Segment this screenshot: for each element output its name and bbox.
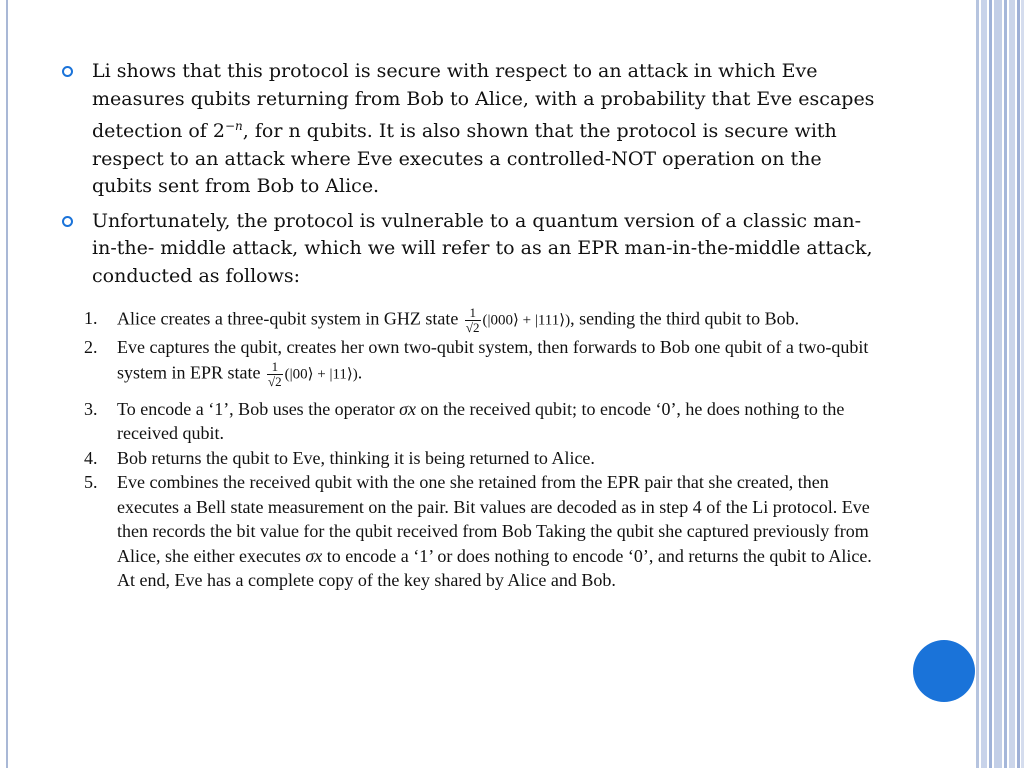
right-border — [1009, 0, 1015, 768]
item-text: . — [357, 362, 363, 383]
item-text: Eve captures the qubit, creates her own two-qubit system, then forwards to Bob one qubit of a two-qubit system in EPR state — [117, 337, 869, 383]
power-base: 2 — [212, 120, 225, 142]
list-item — [84, 446, 884, 471]
item-number: 3. — [84, 398, 98, 419]
item-number: 5. — [84, 472, 98, 492]
right-border — [1017, 0, 1020, 768]
item-text: to encode a ‘1’ or does nothing to encode ‘0’, and returns the qubit to Alice. At end, Eve has a complete copy of the key shared by Alice and Bob. — [117, 545, 872, 590]
ghz-formula: (|000⟩ + |111⟩) — [482, 312, 571, 329]
fraction — [465, 306, 481, 335]
bullet-item — [60, 58, 880, 201]
list-item — [84, 335, 884, 389]
decorative-circle-icon — [913, 640, 975, 702]
item-text: Eve combines the received qubit with the one she retained from the EPR pair that she created, then executes a Bell state measurement on the pair. Bit values are decoded as in step 4 of the Li protocol. Eve then records the bit value for the qubit received from Bob Taking the qubit she captured previously from Alice, she either executes — [117, 472, 870, 566]
list-item — [84, 470, 884, 593]
sigma-operator: σx — [399, 398, 417, 419]
item-text: Alice creates a three-qubit system in GHZ state — [117, 308, 463, 329]
item-text: To encode a ‘1’, Bob uses the operator — [117, 398, 400, 419]
item-text: , sending the third qubit to Bob. — [570, 308, 800, 329]
item-text: on the received qubit; to encode ‘0’, he does nothing to the received qubit. — [117, 398, 845, 443]
list-item — [84, 306, 884, 335]
item-number: 2. — [84, 337, 98, 357]
epr-formula: (|00⟩ + |11⟩) — [284, 366, 358, 383]
left-rule — [6, 0, 8, 768]
fraction-denominator: √2 — [268, 373, 282, 389]
right-border — [994, 0, 1002, 768]
bullet-circle-icon — [62, 66, 73, 77]
right-border — [989, 0, 992, 768]
list-item — [84, 397, 884, 446]
right-border — [976, 0, 979, 768]
numbered-list — [84, 306, 884, 593]
bullet-text: Unfortunately, the protocol is vulnerable to a quantum version of a classic man- in-the- middle attack, which we will refer to as an EPR man-in-the-middle attack, conducted as follows: — [92, 209, 873, 287]
item-number: 1. — [84, 308, 98, 328]
bullet-list — [60, 58, 880, 297]
item-text: Bob returns the qubit to Eve, thinking it is being returned to Alice. — [117, 447, 595, 468]
item-number: 4. — [84, 447, 98, 468]
right-border — [981, 0, 987, 768]
bullet-item — [60, 208, 880, 291]
power-exponent: −n — [224, 119, 243, 133]
sigma-operator: σx — [305, 545, 323, 566]
bullet-text: Li shows that this protocol is secure with respect to an attack in which Eve measures qubits returning from Bob to Alice, with a probability that Eve escapes detection of — [92, 60, 875, 142]
fraction — [267, 360, 283, 389]
right-border — [1004, 0, 1007, 768]
fraction-denominator: √2 — [465, 320, 480, 335]
bullet-text: , for n qubits. It is also shown that the protocol is secure with respect to an attack where Eve executes a controlled-NOT operation on the qubits sent from Bob to Alice. — [92, 120, 837, 197]
fraction-numerator: 1 — [267, 360, 283, 375]
bullet-circle-icon — [62, 216, 73, 227]
fraction-numerator: 1 — [465, 306, 481, 321]
